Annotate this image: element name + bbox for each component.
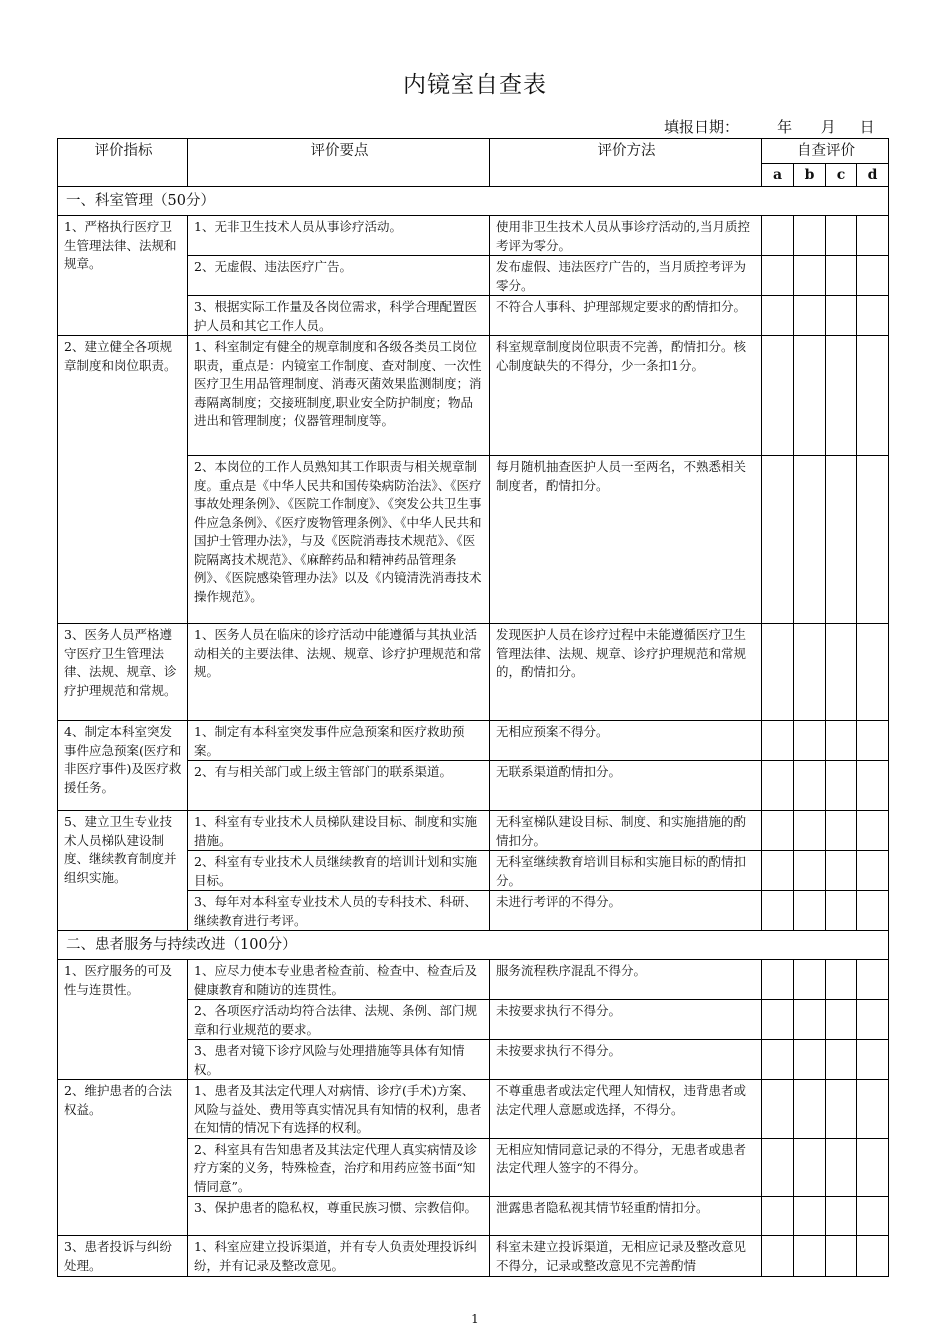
grade-b-checkbox-cell[interactable] bbox=[794, 456, 826, 624]
point-cell: 1、科室应建立投诉渠道，并有专人负责处理投诉纠纷，并有记录及整改意见。 bbox=[188, 1236, 490, 1277]
grade-a-checkbox-cell[interactable] bbox=[762, 1197, 794, 1236]
grade-d-checkbox-cell[interactable] bbox=[857, 336, 889, 456]
grade-a-checkbox-cell[interactable] bbox=[762, 811, 794, 851]
point-cell: 1、医务人员在临床的诊疗活动中能遵循与其执业活动相关的主要法律、法规、规章、诊疗护理规范和常规。 bbox=[188, 624, 490, 721]
grade-d-checkbox-cell[interactable] bbox=[857, 456, 889, 624]
grade-a-checkbox-cell[interactable] bbox=[762, 851, 794, 891]
grade-a-checkbox-cell[interactable] bbox=[762, 1138, 794, 1197]
header-indicator: 评价指标 bbox=[58, 139, 188, 187]
grade-d-checkbox-cell[interactable] bbox=[857, 891, 889, 931]
grade-a-checkbox-cell[interactable] bbox=[762, 1000, 794, 1040]
grade-c-checkbox-cell[interactable] bbox=[826, 256, 857, 296]
method-cell: 发现医护人员在诊疗过程中未能遵循医疗卫生管理法律、法规、规章、诊疗护理规范和常规的，酌情扣分。 bbox=[490, 624, 762, 721]
method-cell: 无联系渠道酌情扣分。 bbox=[490, 761, 762, 811]
grade-c-checkbox-cell[interactable] bbox=[826, 761, 857, 811]
grade-a-checkbox-cell[interactable] bbox=[762, 1236, 794, 1277]
grade-b-checkbox-cell[interactable] bbox=[794, 811, 826, 851]
grade-d-checkbox-cell[interactable] bbox=[857, 1000, 889, 1040]
fill-date-label: 填报日期： 年 月 日 bbox=[664, 118, 875, 136]
method-cell: 服务流程秩序混乱不得分。 bbox=[490, 960, 762, 1000]
grade-a-checkbox-cell[interactable] bbox=[762, 624, 794, 721]
grade-d-checkbox-cell[interactable] bbox=[857, 721, 889, 761]
point-cell: 2、科室具有告知患者及其法定代理人真实病情及诊疗方案的义务，特殊检查，治疗和用药应签书面“知情同意”。 bbox=[188, 1138, 490, 1197]
method-cell: 未按要求执行不得分。 bbox=[490, 1040, 762, 1080]
self-check-table bbox=[57, 138, 889, 1277]
grade-b-checkbox-cell[interactable] bbox=[794, 761, 826, 811]
grade-c-checkbox-cell[interactable] bbox=[826, 1197, 857, 1236]
grade-d-checkbox-cell[interactable] bbox=[857, 256, 889, 296]
grade-d-checkbox-cell[interactable] bbox=[857, 960, 889, 1000]
grade-c-checkbox-cell[interactable] bbox=[826, 851, 857, 891]
grade-d-checkbox-cell[interactable] bbox=[857, 761, 889, 811]
header-points: 评价要点 bbox=[188, 139, 490, 187]
grade-a-checkbox-cell[interactable] bbox=[762, 296, 794, 336]
method-cell: 未按要求执行不得分。 bbox=[490, 1000, 762, 1040]
method-cell: 泄露患者隐私视其情节轻重酌情扣分。 bbox=[490, 1197, 762, 1236]
point-cell: 2、科室有专业技术人员继续教育的培训计划和实施目标。 bbox=[188, 851, 490, 891]
indicator-cell: 4、制定本科室突发事件应急预案(医疗和非医疗事件)及医疗救援任务。 bbox=[58, 721, 188, 811]
grade-d-checkbox-cell[interactable] bbox=[857, 1040, 889, 1080]
table-row bbox=[58, 624, 889, 721]
table-row bbox=[58, 1080, 889, 1139]
grade-d-checkbox-cell[interactable] bbox=[857, 1138, 889, 1197]
method-cell: 不尊重患者或法定代理人知情权，违背患者或法定代理人意愿或选择，不得分。 bbox=[490, 1080, 762, 1139]
grade-b-checkbox-cell[interactable] bbox=[794, 1236, 826, 1277]
point-cell: 3、患者对镜下诊疗风险与处理措施等具体有知情权。 bbox=[188, 1040, 490, 1080]
grade-a-checkbox-cell[interactable] bbox=[762, 216, 794, 256]
section-title: 二、患者服务与持续改进（100分） bbox=[58, 931, 889, 960]
point-cell: 2、各项医疗活动均符合法律、法规、条例、部门规章和行业规范的要求。 bbox=[188, 1000, 490, 1040]
method-cell: 每月随机抽查医护人员一至两名，不熟悉相关制度者，酌情扣分。 bbox=[490, 456, 762, 624]
point-cell: 3、根据实际工作量及各岗位需求，科学合理配置医护人员和其它工作人员。 bbox=[188, 296, 490, 336]
grade-a-checkbox-cell[interactable] bbox=[762, 1080, 794, 1139]
grade-d-checkbox-cell[interactable] bbox=[857, 296, 889, 336]
method-cell: 无相应预案不得分。 bbox=[490, 721, 762, 761]
grade-d-checkbox-cell[interactable] bbox=[857, 1197, 889, 1236]
grade-c-checkbox-cell[interactable] bbox=[826, 336, 857, 456]
grade-a-checkbox-cell[interactable] bbox=[762, 456, 794, 624]
grade-b-checkbox-cell[interactable] bbox=[794, 960, 826, 1000]
grade-c-checkbox-cell[interactable] bbox=[826, 891, 857, 931]
grade-a-checkbox-cell[interactable] bbox=[762, 721, 794, 761]
point-cell: 1、无非卫生技术人员从事诊疗活动。 bbox=[188, 216, 490, 256]
grade-c-checkbox-cell[interactable] bbox=[826, 296, 857, 336]
grade-c-checkbox-cell[interactable] bbox=[826, 811, 857, 851]
grade-b-checkbox-cell[interactable] bbox=[794, 1040, 826, 1080]
grade-b-checkbox-cell[interactable] bbox=[794, 624, 826, 721]
indicator-cell: 1、严格执行医疗卫生管理法律、法规和规章。 bbox=[58, 216, 188, 336]
grade-b-checkbox-cell[interactable] bbox=[794, 256, 826, 296]
grade-b-checkbox-cell[interactable] bbox=[794, 721, 826, 761]
method-cell: 使用非卫生技术人员从事诊疗活动的,当月质控考评为零分。 bbox=[490, 216, 762, 256]
table-row bbox=[58, 811, 889, 851]
point-cell: 1、科室制定有健全的规章制度和各级各类员工岗位职责，重点是：内镜室工作制度、查对制度、一次性医疗卫生用品管理制度、消毒灭菌效果监测制度；消毒隔离制度；交接班制度,职业安全防护制度；物品进出和管理制度；仪器管理制度等。 bbox=[188, 336, 490, 456]
grade-d-checkbox-cell[interactable] bbox=[857, 851, 889, 891]
grade-d-checkbox-cell[interactable] bbox=[857, 1236, 889, 1277]
grade-a-checkbox-cell[interactable] bbox=[762, 256, 794, 296]
point-cell: 1、制定有本科室突发事件应急预案和医疗救助预案。 bbox=[188, 721, 490, 761]
point-cell: 1、应尽力使本专业患者检查前、检查中、检查后及健康教育和随访的连贯性。 bbox=[188, 960, 490, 1000]
point-cell: 1、患者及其法定代理人对病情、诊疗(手术)方案、风险与益处、费用等真实情况具有知情的权利，患者在知情的情况下有选择的权利。 bbox=[188, 1080, 490, 1139]
indicator-cell: 2、建立健全各项规章制度和岗位职责。 bbox=[58, 336, 188, 624]
grade-b-checkbox-cell[interactable] bbox=[794, 216, 826, 256]
grade-c-checkbox-cell[interactable] bbox=[826, 960, 857, 1000]
table-row bbox=[58, 216, 889, 256]
table-row bbox=[58, 1236, 889, 1277]
point-cell: 1、科室有专业技术人员梯队建设目标、制度和实施措施。 bbox=[188, 811, 490, 851]
grade-b-checkbox-cell[interactable] bbox=[794, 851, 826, 891]
grade-b-checkbox-cell[interactable] bbox=[794, 1138, 826, 1197]
method-cell: 无科室继续教育培训目标和实施目标的酌情扣分。 bbox=[490, 851, 762, 891]
grade-a-checkbox-cell[interactable] bbox=[762, 960, 794, 1000]
grade-c-checkbox-cell[interactable] bbox=[826, 721, 857, 761]
point-cell: 2、有与相关部门或上级主管部门的联系渠道。 bbox=[188, 761, 490, 811]
point-cell: 2、无虚假、违法医疗广告。 bbox=[188, 256, 490, 296]
page-number: 1 bbox=[471, 1312, 479, 1326]
point-cell: 3、保护患者的隐私权，尊重民族习惯、宗教信仰。 bbox=[188, 1197, 490, 1236]
method-cell: 科室规章制度岗位职责不完善，酌情扣分。核心制度缺失的不得分，少一条扣1分。 bbox=[490, 336, 762, 456]
header-self-evaluation: 自查评价 bbox=[762, 139, 889, 164]
grade-d-checkbox-cell[interactable] bbox=[857, 811, 889, 851]
grade-a-checkbox-cell[interactable] bbox=[762, 891, 794, 931]
indicator-cell: 5、建立卫生专业技术人员梯队建设制度、继续教育制度并组织实施。 bbox=[58, 811, 188, 931]
grade-a-checkbox-cell[interactable] bbox=[762, 336, 794, 456]
grade-a-checkbox-cell[interactable] bbox=[762, 1040, 794, 1080]
method-cell: 未进行考评的不得分。 bbox=[490, 891, 762, 931]
indicator-cell: 3、医务人员严格遵守医疗卫生管理法律、法规、规章、诊疗护理规范和常规。 bbox=[58, 624, 188, 721]
indicator-cell: 1、医疗服务的可及性与连贯性。 bbox=[58, 960, 188, 1080]
grade-c-checkbox-cell[interactable] bbox=[826, 624, 857, 721]
grade-b-checkbox-cell[interactable] bbox=[794, 1000, 826, 1040]
grade-c-checkbox-cell[interactable] bbox=[826, 456, 857, 624]
grade-d-checkbox-cell[interactable] bbox=[857, 624, 889, 721]
grade-c-header: c bbox=[826, 164, 857, 187]
grade-c-checkbox-cell[interactable] bbox=[826, 1080, 857, 1139]
grade-b-checkbox-cell[interactable] bbox=[794, 1080, 826, 1139]
grade-b-checkbox-cell[interactable] bbox=[794, 891, 826, 931]
grade-c-checkbox-cell[interactable] bbox=[826, 216, 857, 256]
grade-d-checkbox-cell[interactable] bbox=[857, 216, 889, 256]
grade-a-checkbox-cell[interactable] bbox=[762, 761, 794, 811]
method-cell: 无科室梯队建设目标、制度、和实施措施的酌情扣分。 bbox=[490, 811, 762, 851]
grade-b-checkbox-cell[interactable] bbox=[794, 336, 826, 456]
point-cell: 3、每年对本科室专业技术人员的专科技术、科研、继续教育进行考评。 bbox=[188, 891, 490, 931]
grade-a-header: a bbox=[762, 164, 794, 187]
grade-c-checkbox-cell[interactable] bbox=[826, 1236, 857, 1277]
section-title: 一、科室管理（50分） bbox=[58, 187, 889, 216]
indicator-cell: 2、维护患者的合法权益。 bbox=[58, 1080, 188, 1236]
method-cell: 发布虚假、违法医疗广告的，当月质控考评为零分。 bbox=[490, 256, 762, 296]
method-cell: 不符合人事科、护理部规定要求的酌情扣分。 bbox=[490, 296, 762, 336]
point-cell: 2、本岗位的工作人员熟知其工作职责与相关规章制度。重点是《中华人民共和国传染病防治法》、《医疗事故处理条例》、《医院工作制度》、《突发公共卫生事件应急条例》、《医疗废物管理条例》、《中华人民共和国护士管理办法》，与及《医院消毒技术规范》、《医院隔离技术规范》、《麻醉药品和精神药品管理条例》、《医院感染管理办法》以及《内镜清洗消毒技术操作规范》。 bbox=[188, 456, 490, 624]
grade-b-header: b bbox=[794, 164, 826, 187]
grade-d-checkbox-cell[interactable] bbox=[857, 1080, 889, 1139]
table-row bbox=[58, 960, 889, 1000]
method-cell: 科室未建立投诉渠道，无相应记录及整改意见不得分，记录或整改意见不完善酌情 bbox=[490, 1236, 762, 1277]
table-row bbox=[58, 336, 889, 456]
method-cell: 无相应知情同意记录的不得分，无患者或患者法定代理人签字的不得分。 bbox=[490, 1138, 762, 1197]
header-method: 评价方法 bbox=[490, 139, 762, 187]
grade-d-header: d bbox=[857, 164, 889, 187]
grade-c-checkbox-cell[interactable] bbox=[826, 1040, 857, 1080]
grade-c-checkbox-cell[interactable] bbox=[826, 1138, 857, 1197]
table-row bbox=[58, 721, 889, 761]
grade-b-checkbox-cell[interactable] bbox=[794, 296, 826, 336]
grade-b-checkbox-cell[interactable] bbox=[794, 1197, 826, 1236]
indicator-cell: 3、患者投诉与纠纷处理。 bbox=[58, 1236, 188, 1277]
page-title: 内镜室自查表 bbox=[403, 72, 547, 98]
grade-c-checkbox-cell[interactable] bbox=[826, 1000, 857, 1040]
